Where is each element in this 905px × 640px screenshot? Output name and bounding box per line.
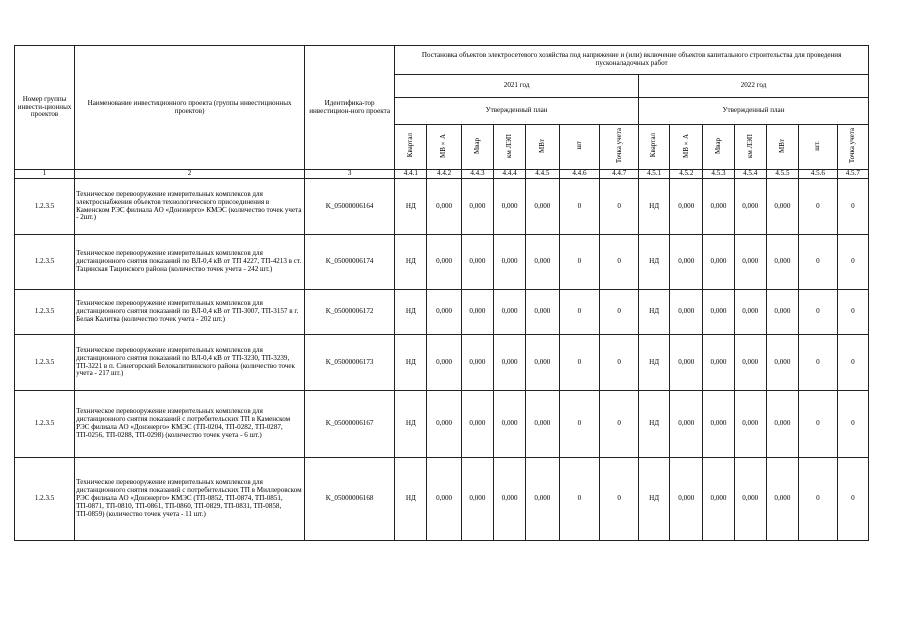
value-2022-cell: 0,000 [670, 235, 703, 290]
value-2022-cell: НД [639, 391, 670, 458]
unit-header-label: Квартал [406, 133, 415, 158]
value-2022-cell: НД [639, 235, 670, 290]
unit-header-2021-7 [600, 125, 639, 170]
column-index-cell: 1 [15, 170, 75, 179]
value-2022-cell: 0,000 [734, 458, 766, 541]
value-2021-cell: 0,000 [427, 290, 461, 335]
value-2022-cell: 0 [799, 290, 838, 335]
value-2022-cell: 0 [799, 458, 838, 541]
value-2021-cell: НД [395, 391, 427, 458]
unit-header-2022-1 [639, 125, 670, 170]
value-2022-cell: 0 [837, 458, 868, 541]
value-2021-cell: НД [395, 179, 427, 235]
value-2021-cell: 0,000 [526, 235, 559, 290]
value-2022-cell: 0,000 [734, 179, 766, 235]
table-row [15, 290, 869, 335]
column-index-cell: 4.4.5 [526, 170, 559, 179]
unit-header-label: км ЛЭП [745, 133, 754, 158]
unit-header-2022-5 [766, 125, 798, 170]
header-plan-2022: Утвержденный план [639, 98, 869, 125]
unit-header-label: Мвар [472, 137, 481, 154]
value-2021-cell: 0,000 [461, 179, 493, 235]
value-2021-cell: 0,000 [526, 335, 559, 391]
value-2022-cell: 0,000 [670, 290, 703, 335]
value-2021-cell: 0 [600, 458, 639, 541]
value-2021-cell: 0 [559, 235, 600, 290]
value-2022-cell: 0,000 [766, 290, 798, 335]
table-row [15, 458, 869, 541]
group-number-cell: 1.2.3.5 [15, 458, 75, 541]
table-row [15, 179, 869, 235]
value-2021-cell: 0,000 [494, 290, 526, 335]
value-2022-cell: 0,000 [766, 458, 798, 541]
header-year-2021: 2021 год [395, 75, 639, 98]
group-number-cell: 1.2.3.5 [15, 290, 75, 335]
value-2021-cell: 0 [559, 391, 600, 458]
value-2021-cell: 0 [600, 235, 639, 290]
column-index-cell: 4.5.2 [670, 170, 703, 179]
group-number-cell: 1.2.3.5 [15, 235, 75, 290]
column-index-cell: 4.4.2 [427, 170, 461, 179]
column-index-cell: 4.4.3 [461, 170, 493, 179]
value-2021-cell: 0 [559, 290, 600, 335]
project-name-cell: Техническое перевооружение измерительных комплексов для дистанционного снятия показаний по ВЛ-0,4 кВ от ТП-3007, ТП-3157 в г. Белая Калитва (количество точек учета - 202 шт.) [75, 290, 305, 335]
value-2021-cell: НД [395, 458, 427, 541]
value-2022-cell: НД [639, 179, 670, 235]
value-2021-cell: 0,000 [494, 235, 526, 290]
header-year-2022: 2022 год [639, 75, 869, 98]
unit-header-label: МВ×А [681, 133, 690, 158]
value-2021-cell: НД [395, 290, 427, 335]
column-index-cell: 4.5.1 [639, 170, 670, 179]
unit-header-2022-6 [799, 125, 838, 170]
unit-header-label: Квартал [649, 133, 658, 158]
unit-header-2021-1 [395, 125, 427, 170]
value-2022-cell: 0 [837, 179, 868, 235]
project-id-cell: K_05000006168 [305, 458, 395, 541]
header-group-number: Номер группы инвести-ционных проектов [15, 46, 75, 170]
unit-header-label: шт [574, 141, 583, 150]
unit-header-2021-4 [494, 125, 526, 170]
column-index-cell: 4.4.4 [494, 170, 526, 179]
value-2022-cell: 0,000 [703, 335, 734, 391]
value-2021-cell: 0,000 [427, 235, 461, 290]
value-2021-cell: 0,000 [461, 290, 493, 335]
header-project-name: Наименование инвестиционного проекта (группы инвестиционных проектов) [75, 46, 305, 170]
value-2021-cell: 0,000 [526, 179, 559, 235]
value-2022-cell: 0,000 [734, 391, 766, 458]
value-2021-cell: 0 [559, 458, 600, 541]
value-2021-cell: 0 [600, 179, 639, 235]
unit-header-label: шт. [813, 140, 822, 151]
column-index-cell: 4.5.4 [734, 170, 766, 179]
value-2022-cell: 0,000 [670, 335, 703, 391]
column-index-cell: 4.4.1 [395, 170, 427, 179]
value-2022-cell: 0 [799, 335, 838, 391]
value-2022-cell: 0,000 [703, 391, 734, 458]
table-row [15, 235, 869, 290]
value-2021-cell: 0,000 [526, 391, 559, 458]
value-2021-cell: 0,000 [427, 179, 461, 235]
project-name-cell: Техническое перевооружение измерительных комплексов для дистанционного снятия показаний по ВЛ-0,4 кВ от ТП-3230, ТП-3239, ТП-3221 в п. Синегорский Белокалитвинского района (количество точек учета - 217 шт.) [75, 335, 305, 391]
unit-header-2022-4 [734, 125, 766, 170]
project-id-cell: K_05000006164 [305, 179, 395, 235]
unit-header-2022-7 [837, 125, 868, 170]
group-number-cell: 1.2.3.5 [15, 335, 75, 391]
table-row [15, 391, 869, 458]
value-2022-cell: 0 [837, 391, 868, 458]
unit-header-2022-3 [703, 125, 734, 170]
column-index-cell: 4.5.7 [837, 170, 868, 179]
investment-table [14, 45, 869, 541]
project-id-cell: K_05000006174 [305, 235, 395, 290]
unit-header-label: Точка учета [614, 127, 623, 164]
value-2022-cell: 0,000 [734, 235, 766, 290]
column-index-cell: 4.4.7 [600, 170, 639, 179]
value-2022-cell: 0,000 [703, 458, 734, 541]
unit-header-label: Мвар [713, 137, 722, 154]
value-2021-cell: 0,000 [494, 335, 526, 391]
value-2021-cell: 0,000 [461, 391, 493, 458]
value-2021-cell: 0,000 [494, 179, 526, 235]
value-2022-cell: 0,000 [766, 179, 798, 235]
project-name-cell: Техническое перевооружение измерительных комплексов для дистанционного снятия показаний с потребительских ТП в Каменском РЭС филиала АО «Донэнерго» КМЭС (ТП-0204, ТП-0282, ТП-0287, ТП-0256, ТП-0288, ТП-0298) (количество точек учета - 6 шт.) [75, 391, 305, 458]
unit-header-2021-3 [461, 125, 493, 170]
value-2022-cell: 0,000 [766, 235, 798, 290]
value-2022-cell: 0,000 [734, 335, 766, 391]
project-id-cell: K_05000006173 [305, 335, 395, 391]
value-2022-cell: 0 [799, 179, 838, 235]
value-2021-cell: 0 [559, 179, 600, 235]
value-2022-cell: 0 [837, 335, 868, 391]
unit-header-label: Точка учета [848, 127, 857, 164]
value-2022-cell: НД [639, 290, 670, 335]
table-row [15, 335, 869, 391]
value-2021-cell: НД [395, 335, 427, 391]
unit-header-2021-2 [427, 125, 461, 170]
unit-header-2022-2 [670, 125, 703, 170]
unit-header-label: МВ×А [439, 133, 448, 158]
value-2022-cell: 0,000 [766, 391, 798, 458]
group-number-cell: 1.2.3.5 [15, 179, 75, 235]
value-2021-cell: 0,000 [461, 458, 493, 541]
project-name-cell: Техническое перевооружение измерительных комплексов для дистанционного снятия показаний с потребительских ТП в Миллеровском РЭС филиала АО «Донэнерго» КМЭС (ТП-0852, ТП-0874, ТП-0851, ТП-0871, ТП-0810, ТП-0861, ТП-0860, ТП-0829, ТП-0831, ТП-0858, ТП-0859) (количество точек учета - 11 шт.) [75, 458, 305, 541]
unit-header-label: МВт [777, 138, 786, 153]
group-number-cell: 1.2.3.5 [15, 391, 75, 458]
value-2022-cell: 0,000 [670, 179, 703, 235]
column-index-cell: 3 [305, 170, 395, 179]
value-2021-cell: 0,000 [427, 458, 461, 541]
column-index-cell: 2 [75, 170, 305, 179]
project-name-cell: Техническое перевооружение измерительных комплексов для дистанционного снятия показаний по ВЛ-0,4 кВ от ТП 4227, ТП-4213 в ст. Тацинская Тацинского района (количество точек учета - 242 шт.) [75, 235, 305, 290]
value-2022-cell: 0,000 [670, 391, 703, 458]
value-2021-cell: 0,000 [494, 391, 526, 458]
value-2021-cell: 0 [600, 335, 639, 391]
unit-header-2021-6 [559, 125, 600, 170]
value-2022-cell: 0 [837, 235, 868, 290]
unit-header-label: МВт [537, 138, 546, 153]
value-2021-cell: 0 [600, 391, 639, 458]
header-main-title: Постановка объектов электросетевого хозяйства под напряжение и (или) включение объектов капитального строительства для проведения пусконаладочных работ [395, 46, 869, 75]
value-2021-cell: 0,000 [427, 391, 461, 458]
unit-header-2021-5 [526, 125, 559, 170]
value-2022-cell: 0,000 [703, 179, 734, 235]
value-2022-cell: 0,000 [766, 335, 798, 391]
value-2021-cell: 0 [600, 290, 639, 335]
column-index-cell: 4.5.5 [766, 170, 798, 179]
value-2022-cell: НД [639, 458, 670, 541]
value-2022-cell: НД [639, 335, 670, 391]
value-2021-cell: 0,000 [494, 458, 526, 541]
project-name-cell: Техническое перевооружение измерительных комплексов для электроснабжения объектов технологического присоединения в Каменском РЭС филиала АО «Донэнерго» КМЭС (количество точек учета - 2шт.) [75, 179, 305, 235]
header-plan-2021: Утвержденный план [395, 98, 639, 125]
value-2022-cell: 0,000 [670, 458, 703, 541]
value-2022-cell: 0,000 [703, 235, 734, 290]
header-identifier: Идентифика-тор инвестицион-ного проекта [305, 46, 395, 170]
column-index-cell: 4.5.6 [799, 170, 838, 179]
value-2022-cell: 0 [799, 391, 838, 458]
unit-header-label: км ЛЭП [504, 133, 513, 158]
column-index-cell: 4.4.6 [559, 170, 600, 179]
project-id-cell: K_05000006167 [305, 391, 395, 458]
value-2021-cell: 0 [559, 335, 600, 391]
value-2021-cell: 0,000 [427, 335, 461, 391]
value-2022-cell: 0 [837, 290, 868, 335]
value-2021-cell: 0,000 [526, 290, 559, 335]
value-2022-cell: 0,000 [734, 290, 766, 335]
value-2021-cell: 0,000 [461, 335, 493, 391]
value-2021-cell: 0,000 [526, 458, 559, 541]
project-id-cell: K_05000006172 [305, 290, 395, 335]
column-index-cell: 4.5.3 [703, 170, 734, 179]
value-2021-cell: 0,000 [461, 235, 493, 290]
value-2022-cell: 0 [799, 235, 838, 290]
value-2021-cell: НД [395, 235, 427, 290]
value-2022-cell: 0,000 [703, 290, 734, 335]
